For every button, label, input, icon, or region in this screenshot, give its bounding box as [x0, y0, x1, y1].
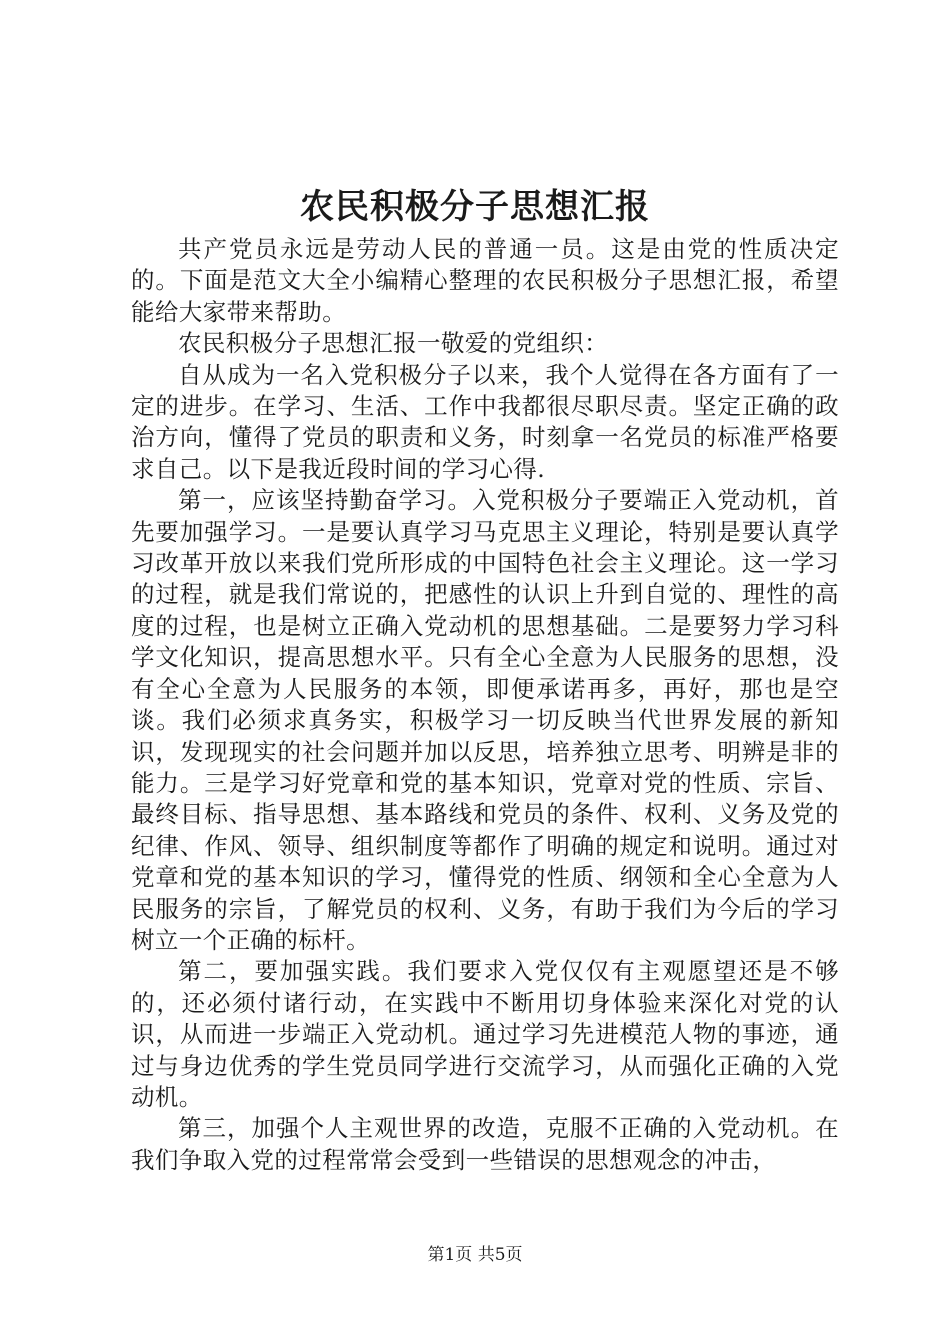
document-body: [131, 234, 839, 1176]
paragraph-third-point: 第三，加强个人主观世界的改造，克服不正确的入党动机。在我们争取入党的过程常常会受到一些错误的思想观念的冲击，: [131, 1114, 839, 1174]
paragraph-second-point: 第二，要加强实践。我们要求入党仅仅有主观愿望还是不够的，还必须付诸行动，在实践中不断用切身体验来深化对党的认识，从而进一步端正入党动机。通过学习先进模范人物的事迹，通过与身边优秀的学生党员同学进行交流学习，从而强化正确的入党动机。: [131, 957, 839, 1111]
paragraph-first-point: 第一，应该坚持勤奋学习。入党积极分子要端正入党动机，首先要加强学习。一是要认真学习马克思主义理论，特别是要认真学习改革开放以来我们党所形成的中国特色社会主义理论。这一学习的过程，就是我们常说的，把感性的认识上升到自觉的、理性的高度的过程，也是树立正确入党动机的思想基础。二是要努力学习科学文化知识，提高思想水平。只有全心全意为人民服务的思想，没有全心全意为人民服务的本领，即便承诺再多，再好，那也是空谈。我们必须求真务实，积极学习一切反映当代世界发展的新知识，发现现实的社会问题并加以反思，培养独立思考、明辨是非的能力。三是学习好党章和党的基本知识，党章对党的性质、宗旨、最终目标、指导思想、基本路线和党员的条件、权利、义务及党的纪律、作风、领导、组织制度等都作了明确的规定和说明。通过对党章和党的基本知识的学习，懂得党的性质、纲领和全心全意为人民服务的宗旨，了解党员的权利、义务，有助于我们为今后的学习树立一个正确的标杆。: [131, 486, 839, 954]
page-footer: 第1页 共5页: [427, 1245, 523, 1265]
paragraph-salutation: 农民积极分子思想汇报一敬爱的党组织：: [178, 329, 609, 358]
document-title: 农民积极分子思想汇报: [300, 187, 650, 227]
paragraph-opening: 自从成为一名入党积极分子以来，我个人觉得在各方面有了一定的进步。在学习、生活、工作中我都很尽职尽责。坚定正确的政治方向，懂得了党员的职责和义务，时刻拿一名党员的标准严格要求自己。以下是我近段时间的学习心得.: [131, 360, 839, 483]
paragraph-intro: 共产党员永远是劳动人民的普通一员。这是由党的性质决定的。下面是范文大全小编精心整理的农民积极分子思想汇报，希望能给大家带来帮助。: [131, 235, 839, 326]
